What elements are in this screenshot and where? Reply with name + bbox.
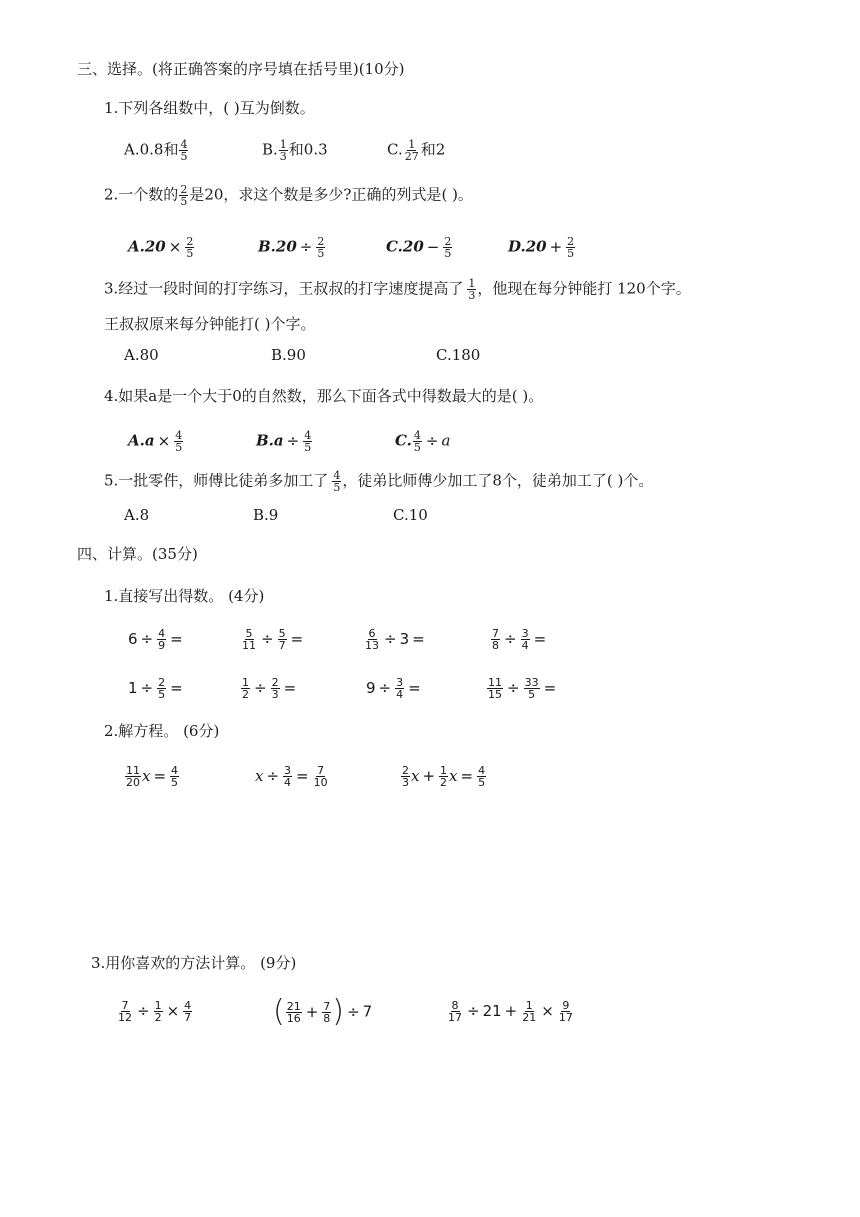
- q5-stem: 5.一批零件，师傅比徒弟多加工了 $\frac{4}{5}$ ，徒弟比师傅少加工了8个，徒弟加工了( )个。: [104, 469, 654, 494]
- fraction: $\frac{1}{3}$: [468, 277, 476, 302]
- part2-title: 2.解方程。 (6分): [104, 722, 220, 740]
- calc-r1c2: $\frac{5}{11}$ ÷ $\frac{5}{7}$ =: [242, 627, 304, 652]
- q2-option-d: D.20 + $\frac{2}{5}$: [508, 235, 575, 260]
- q5-option-c: C.10: [393, 506, 428, 524]
- section-3-title: 三、选择。(将正确答案的序号填在括号里)(10分): [77, 60, 405, 78]
- q1-option-a: A.0.8和 $\frac{4}{5}$: [124, 138, 188, 163]
- expression-1: $\frac{7}{12}$ ÷ $\frac{1}{2}$ × $\frac{4}{7}$: [118, 999, 192, 1024]
- fraction: $\frac{3}{4}$: [284, 764, 292, 789]
- q1-option-b: B. $\frac{1}{3}$ 和0.3: [262, 138, 328, 163]
- fraction: $\frac{33}{5}$: [524, 676, 539, 701]
- fraction: $\frac{4}{5}$: [175, 429, 183, 454]
- q1-option-c: C. $\frac{1}{27}$ 和2: [387, 138, 446, 163]
- fraction: $\frac{5}{7}$: [278, 627, 286, 652]
- equation-1: $\frac{11}{20}$ x = $\frac{4}{5}$: [126, 764, 179, 789]
- fraction: $\frac{1}{2}$: [154, 999, 162, 1024]
- fraction: $\frac{2}{5}$: [186, 235, 194, 260]
- q5-option-a: A.8: [124, 506, 150, 524]
- q2-option-a: A.20 × $\frac{2}{5}$: [128, 235, 194, 260]
- part1-title: 1.直接写出得数。 (4分): [104, 587, 265, 605]
- expression-3: $\frac{8}{17}$ ÷ 21 + $\frac{1}{21}$ × $\frac{9}{17}$: [448, 999, 573, 1024]
- fraction: $\frac{7}{10}$: [313, 764, 328, 789]
- fraction: $\frac{21}{16}$: [286, 999, 301, 1025]
- section-4-title: 四、计算。(35分): [77, 545, 198, 563]
- fraction: $\frac{4}{5}$: [304, 429, 312, 454]
- fraction: $\frac{4}{5}$: [478, 764, 486, 789]
- fraction: $\frac{1}{2}$: [242, 676, 249, 701]
- fraction: $\frac{1}{3}$: [279, 138, 287, 163]
- q2-stem: 2.一个数的 $\frac{2}{5}$ 是20，求这个数是多少?正确的列式是( )。: [104, 183, 473, 208]
- calc-r1c3: $\frac{6}{13}$ ÷ 3 =: [365, 627, 425, 652]
- q2-option-c: C.20 − $\frac{2}{5}$: [386, 235, 452, 260]
- fraction: $\frac{5}{11}$: [242, 627, 256, 652]
- expression-2: ( $\frac{21}{16}$ + $\frac{7}{8}$ ) ÷ 7: [273, 994, 373, 1029]
- q3-option-a: A.80: [124, 346, 159, 364]
- fraction: $\frac{2}{5}$: [444, 235, 452, 260]
- fraction: $\frac{2}{5}$: [158, 676, 166, 701]
- q1-stem: 1.下列各组数中，( )互为倒数。: [104, 99, 315, 117]
- fraction: $\frac{11}{15}$: [488, 676, 502, 701]
- q3-option-b: B.90: [271, 346, 306, 364]
- fraction: $\frac{4}{5}$: [180, 138, 188, 163]
- part3-title: 3.用你喜欢的方法计算。 (9分): [91, 954, 297, 972]
- fraction: $\frac{9}{17}$: [558, 999, 573, 1024]
- q3-option-c: C.180: [436, 346, 481, 364]
- q3-stem-line2: 王叔叔原来每分钟能打( )个字。: [104, 315, 316, 333]
- calc-r2c4: $\frac{11}{15}$ ÷ $\frac{33}{5}$ =: [488, 676, 557, 701]
- calc-r2c3: 9 ÷ $\frac{3}{4}$ =: [366, 676, 421, 701]
- q5-option-b: B.9: [253, 506, 279, 524]
- equation-2: x ÷ $\frac{3}{4}$ = $\frac{7}{10}$: [255, 764, 328, 789]
- fraction: $\frac{11}{20}$: [126, 764, 140, 789]
- fraction: $\frac{1}{21}$: [522, 999, 537, 1024]
- fraction: $\frac{4}{5}$: [413, 429, 421, 454]
- fraction: $\frac{2}{3}$: [271, 676, 279, 701]
- fraction: $\frac{7}{8}$: [323, 999, 331, 1025]
- fraction: $\frac{4}{5}$: [333, 469, 341, 494]
- fraction: $\frac{4}{5}$: [171, 764, 179, 789]
- fraction: $\frac{3}{4}$: [396, 676, 404, 701]
- q4-option-b: B.a ÷ $\frac{4}{5}$: [256, 429, 312, 454]
- fraction: $\frac{2}{5}$: [317, 235, 325, 260]
- q4-stem: 4.如果a是一个大于0的自然数，那么下面各式中得数最大的是( )。: [104, 387, 544, 405]
- fraction: $\frac{7}{12}$: [118, 999, 132, 1024]
- fraction: $\frac{6}{13}$: [365, 627, 379, 652]
- calc-r1c4: $\frac{7}{8}$ ÷ $\frac{3}{4}$ =: [492, 627, 547, 652]
- fraction: $\frac{7}{8}$: [492, 627, 499, 652]
- left-paren: (: [273, 994, 285, 1029]
- fraction: $\frac{4}{9}$: [158, 627, 166, 652]
- fraction: $\frac{8}{17}$: [448, 999, 462, 1024]
- fraction: $\frac{4}{7}$: [184, 999, 192, 1024]
- q4-option-a: A.a × $\frac{4}{5}$: [128, 429, 183, 454]
- q3-stem-line1: 3.经过一段时间的打字练习，王叔叔的打字速度提高了 $\frac{1}{3}$ ，他现在每分钟能打 120个字。: [104, 277, 691, 302]
- fraction: $\frac{1}{27}$: [404, 138, 419, 163]
- calc-r2c1: 1 ÷ $\frac{2}{5}$ =: [128, 676, 183, 701]
- equation-3: $\frac{2}{3}$ x + $\frac{1}{2}$ x = $\frac{4}{5}$: [402, 764, 486, 789]
- calc-r2c2: $\frac{1}{2}$ ÷ $\frac{2}{3}$ =: [242, 676, 297, 701]
- q4-option-c: C. $\frac{4}{5}$ ÷ a: [395, 429, 451, 454]
- fraction: $\frac{2}{5}$: [180, 183, 188, 208]
- fraction: $\frac{2}{5}$: [567, 235, 575, 260]
- fraction: $\frac{1}{2}$: [440, 764, 448, 789]
- q2-option-b: B.20 ÷ $\frac{2}{5}$: [258, 235, 325, 260]
- fraction: $\frac{3}{4}$: [521, 627, 529, 652]
- calc-r1c1: 6 ÷ $\frac{4}{9}$ =: [128, 627, 183, 652]
- fraction: $\frac{2}{3}$: [402, 764, 409, 789]
- right-paren: ): [332, 994, 345, 1029]
